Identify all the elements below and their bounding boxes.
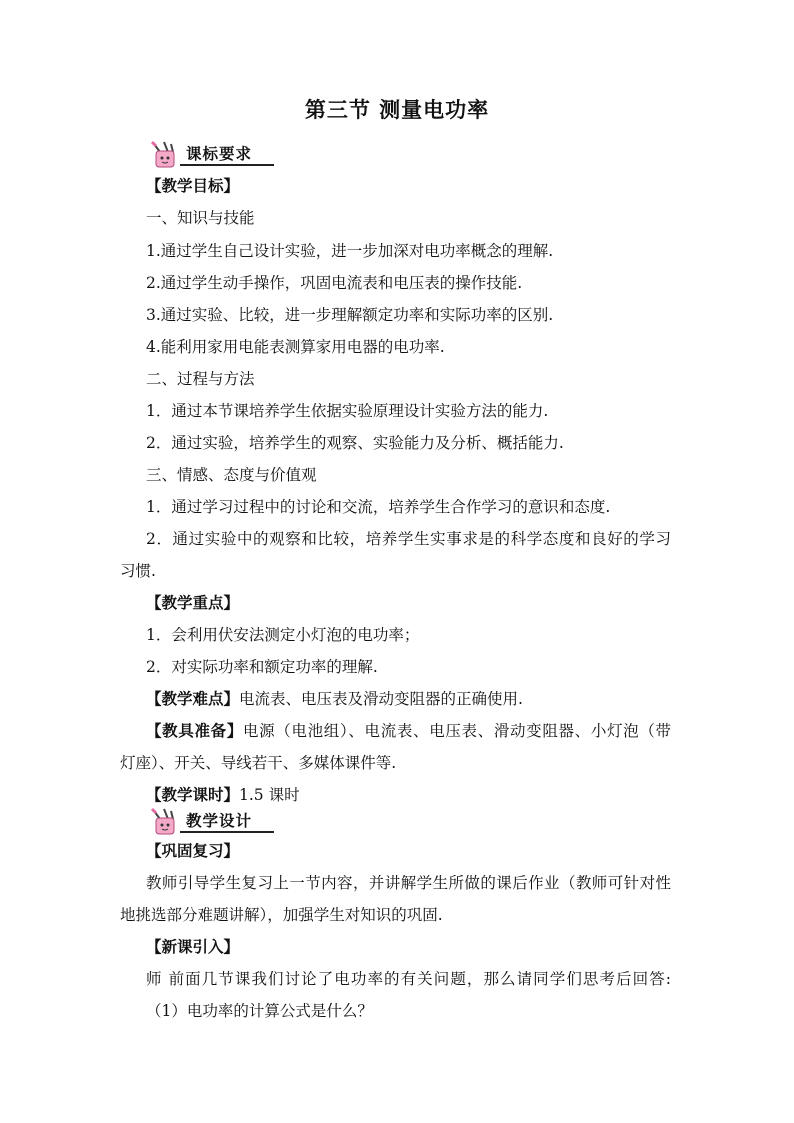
banner-underline (180, 831, 274, 833)
paragraph-line: 师 前面几节课我们讨论了电功率的有关问题，那么请同学们思考后回答: (146, 970, 671, 988)
list-item: 2．对实际功率和额定功率的理解. (146, 658, 378, 676)
list-item: 3.通过实验、比较，进一步理解额定功率和实际功率的区别. (146, 306, 554, 324)
tools-paragraph (146, 720, 671, 742)
heading-difficulty: 【教学难点】 (146, 690, 240, 708)
heading-review: 【巩固复习】 (146, 842, 240, 860)
heading-tools: 【教具准备】 (146, 722, 243, 740)
list-item: 1．通过学习过程中的讨论和交流，培养学生合作学习的意识和态度. (146, 498, 611, 516)
list-item: 1．通过本节课培养学生依据实验原理设计实验方法的能力. (146, 402, 549, 420)
section-heading: 一、知识与技能 (146, 209, 255, 227)
list-item-continuation: 习惯. (120, 562, 156, 580)
list-item: 2．通过实验，培养学生的观察、实验能力及分析、概括能力. (146, 434, 564, 452)
pencil-cup-icon (146, 805, 182, 837)
section-banner-curriculum (146, 138, 276, 168)
section-heading: 二、过程与方法 (146, 370, 255, 388)
question-line: （1）电功率的计算公式是什么？ (146, 1002, 373, 1020)
difficulty-paragraph (146, 688, 523, 710)
heading-key-points: 【教学重点】 (146, 594, 240, 612)
hours-text: 1.5 课时 (239, 786, 300, 804)
heading-goals: 【教学目标】 (146, 177, 240, 195)
hours-paragraph (146, 784, 300, 806)
page-title: 第三节 测量电功率 (304, 98, 490, 122)
list-item: 4.能利用家用电能表测算家用电器的电功率. (146, 338, 445, 356)
banner-underline (180, 164, 274, 166)
paragraph-line: 地挑选部分难题讲解），加强学生对知识的巩固. (120, 906, 443, 924)
tools-text: 电源（电池组）、电流表、电压表、滑动变阻器、小灯泡（带 (242, 722, 671, 740)
list-item: 2.通过学生动手操作，巩固电流表和电压表的操作技能. (146, 274, 523, 292)
paragraph-line: 教师引导学生复习上一节内容，并讲解学生所做的课后作业（教师可针对性 (146, 874, 671, 892)
list-item: 1．会利用伏安法测定小灯泡的电功率； (146, 626, 420, 644)
list-item: 1.通过学生自己设计实验，进一步加深对电功率概念的理解. (146, 242, 554, 260)
tools-text-continuation: 灯座）、开关、导线若干、多媒体课件等. (120, 754, 397, 772)
banner-label: 课标要求 (186, 145, 253, 163)
list-item: 2．通过实验中的观察和比较，培养学生实事求是的科学态度和良好的学习 (146, 530, 671, 548)
banner-label: 教学设计 (186, 812, 253, 830)
difficulty-text: 电流表、电压表及滑动变阻器的正确使用. (239, 690, 523, 708)
heading-hours: 【教学课时】 (146, 786, 240, 804)
section-banner-design (146, 805, 276, 835)
section-heading: 三、情感、态度与价值观 (146, 466, 317, 484)
pencil-cup-icon (146, 138, 182, 170)
heading-intro: 【新课引入】 (146, 938, 240, 956)
